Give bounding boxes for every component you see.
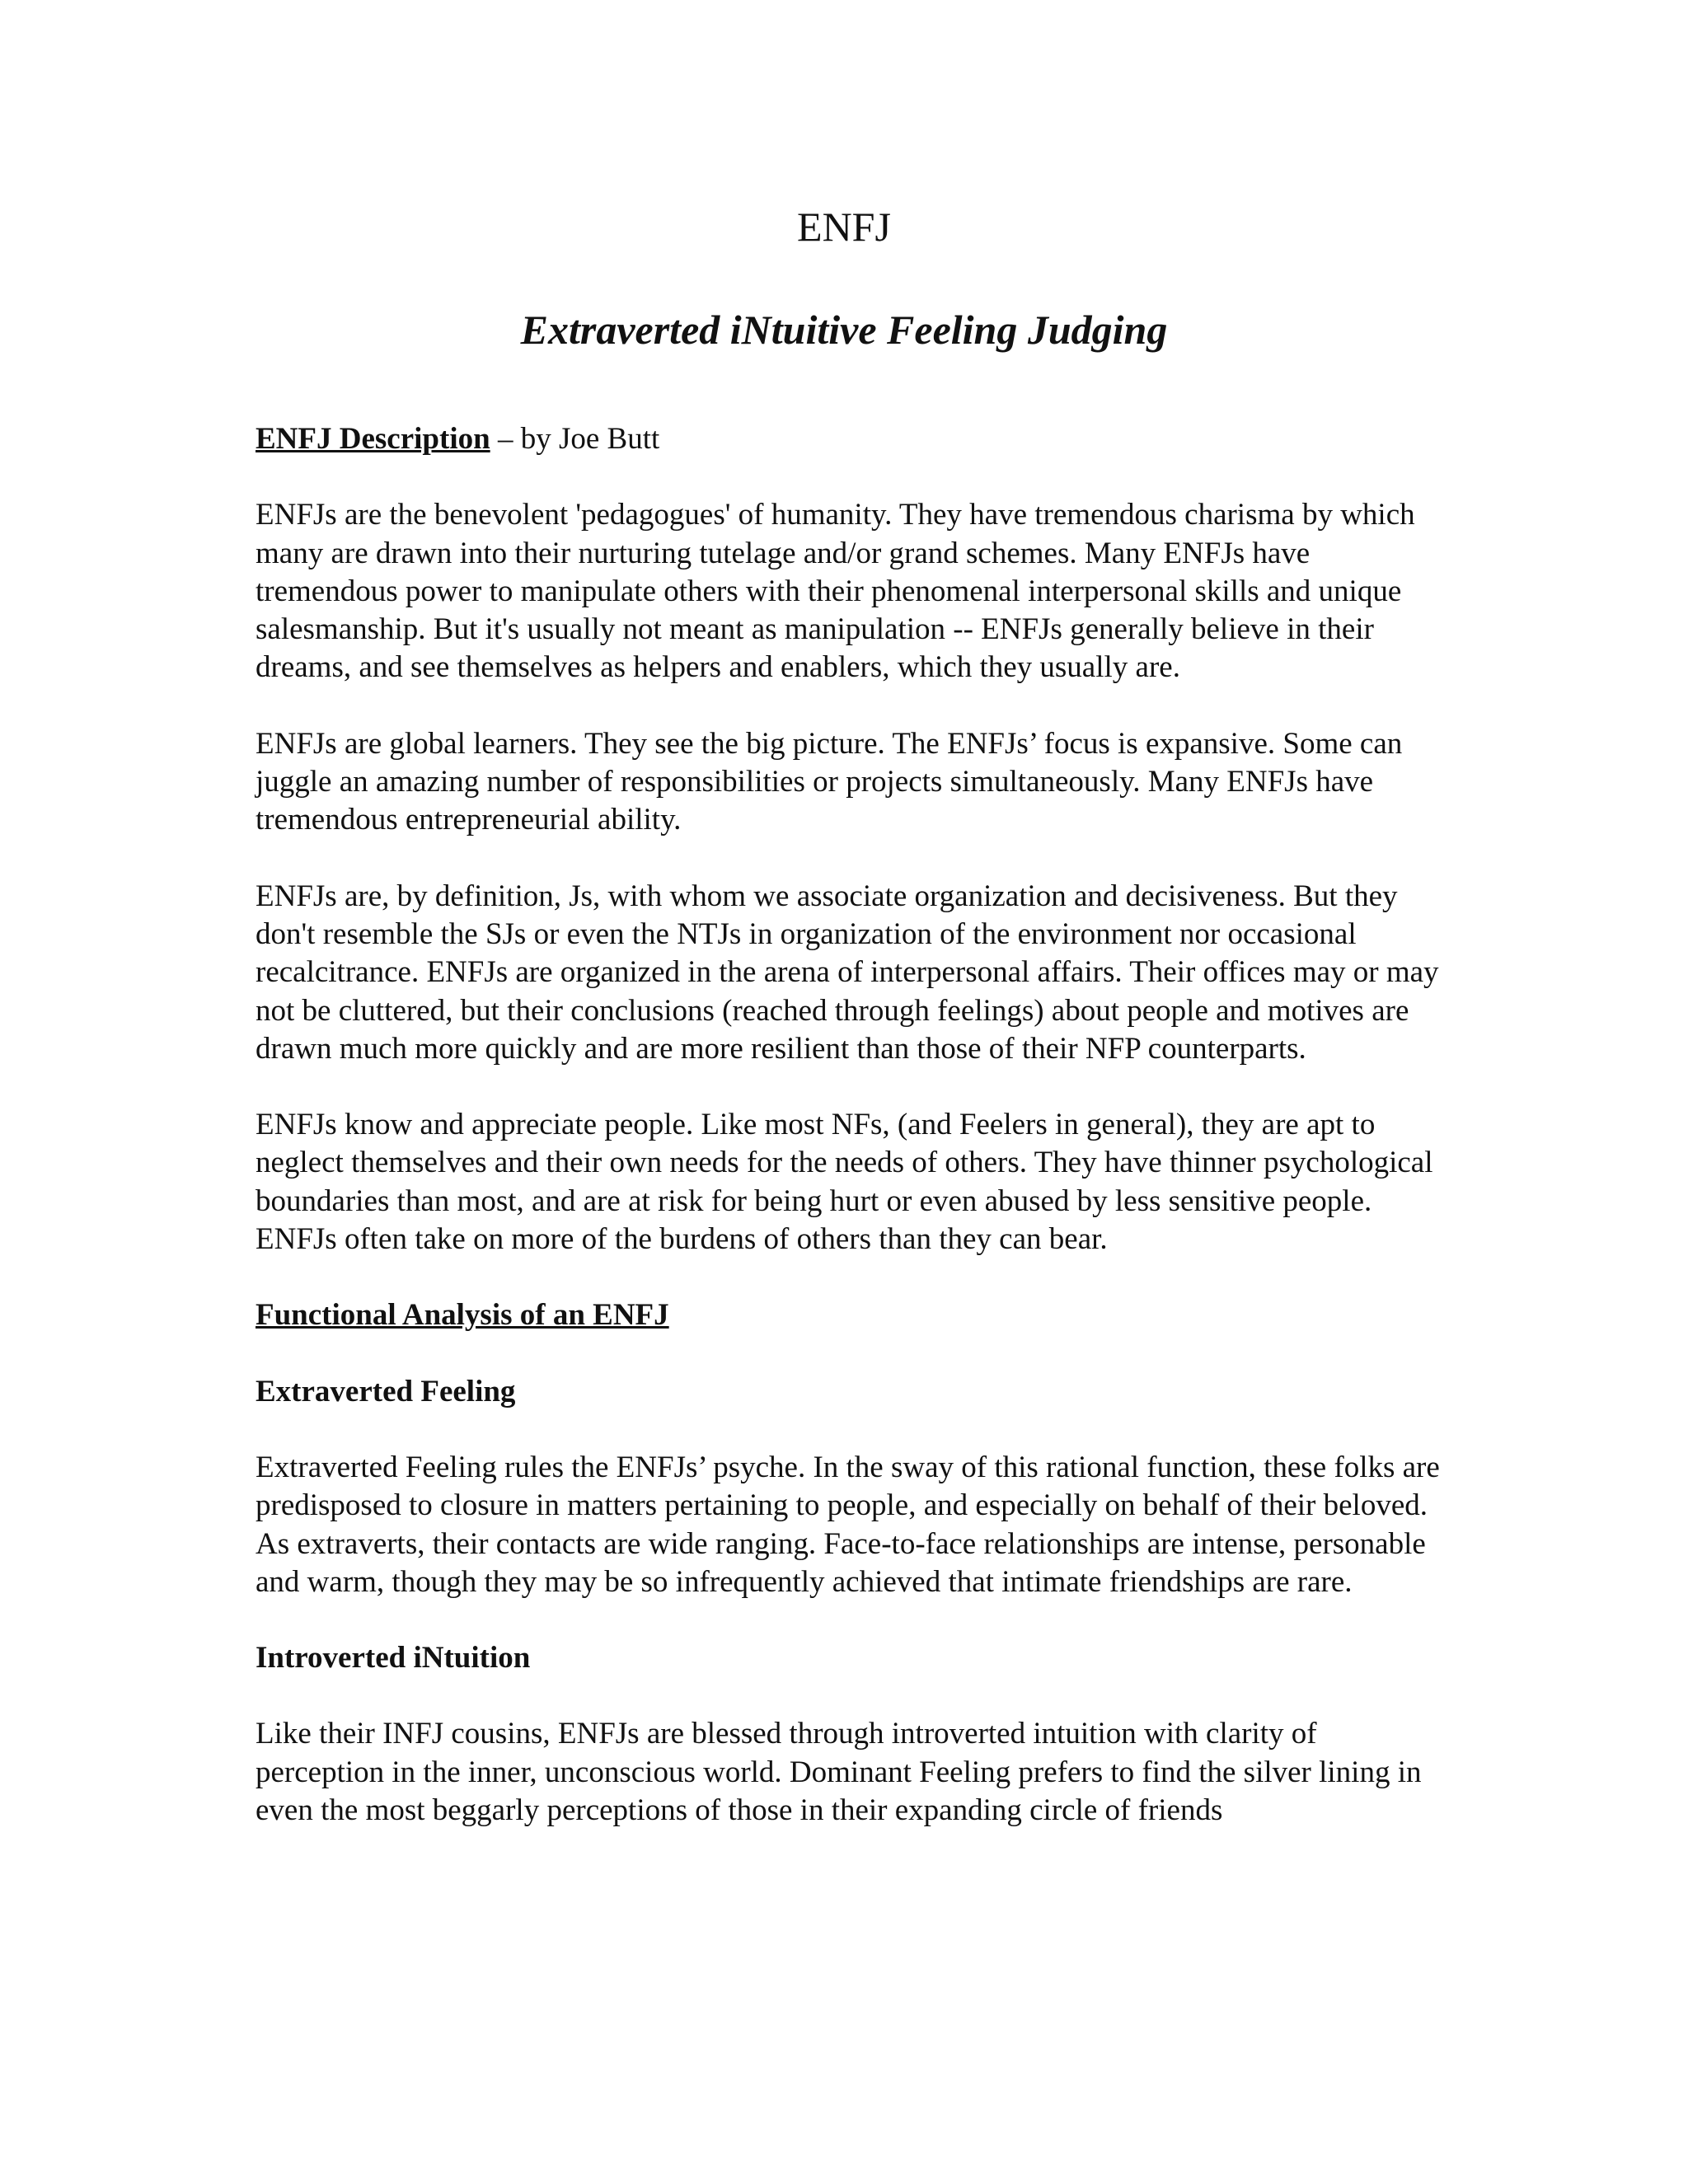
description-heading-line [256,420,1442,458]
extraverted-feeling-paragraph: Extraverted Feeling rules the ENFJs’ psyche. In the sway of this rational function, these folks are predisposed to closure in matters pertaining to people, and especially on behalf of their beloved. As extraverts, their contacts are wide ranging. Face-to-face relationships are intense, personable and warm, though they may be so infrequently achieved that intimate friendships are rare. [256,1450,1440,1599]
extraverted-feeling-heading: Extraverted Feeling [256,1374,516,1408]
description-paragraph-3: ENFJs are, by definition, Js, with whom we associate organization and decisiveness. But they don't resemble the SJs or even the NTJs in organization of the environment nor occasional recalcitrance. ENFJs are organized in the arena of interpersonal affairs. Their offices may or may not be cluttered, but their conclusions (reached through feelings) about people and motives are drawn much more quickly and are more resilient than those of their NFP counterparts. [256,879,1439,1066]
functional-analysis-heading [256,1296,1442,1334]
description-paragraph-1: ENFJs are the benevolent 'pedagogues' of humanity. They have tremendous charisma by which many are drawn into their nurturing tutelage and/or grand schemes. Many ENFJs have tremendous power to manipulate others with their phenomenal interpersonal skills and unique salesmanship. But it's usually not meant as manipulation -- ENFJs generally believe in their dreams, and see themselves as helpers and enablers, which they usually are. [256,498,1415,685]
document-subtitle: Extraverted iNtuitive Feeling Judging [520,307,1168,353]
description-byline: – by Joe Butt [490,422,660,456]
document-title: ENFJ [797,204,891,250]
functional-analysis-heading-text: Functional Analysis of an ENFJ [256,1298,669,1333]
description-paragraph-4: ENFJs know and appreciate people. Like most NFs, (and Feelers in general), they are apt to neglect themselves and their own needs for the needs of others. They have thinner psychological boundaries than most, and are at risk for being hurt or even abused by less sensitive people. ENFJs often take on more of the burdens of others than they can bear. [256,1108,1433,1257]
document-body [256,420,1442,1868]
description-paragraph-2: ENFJs are global learners. They see the big picture. The ENFJs’ focus is expansive. Some can juggle an amazing number of responsibilities or projects simultaneously. Many ENFJs have tremendous entrepreneurial ability. [256,726,1403,837]
introverted-intuition-heading: Introverted iNtuition [256,1641,531,1675]
introverted-intuition-paragraph: Like their INFJ cousins, ENFJs are blessed through introverted intuition with clarity of perception in the inner, unconscious world. Dominant Feeling prefers to find the silver lining in even the most beggarly perceptions of those in their expanding circle of friends [256,1717,1422,1828]
description-heading: ENFJ Description [256,422,490,456]
